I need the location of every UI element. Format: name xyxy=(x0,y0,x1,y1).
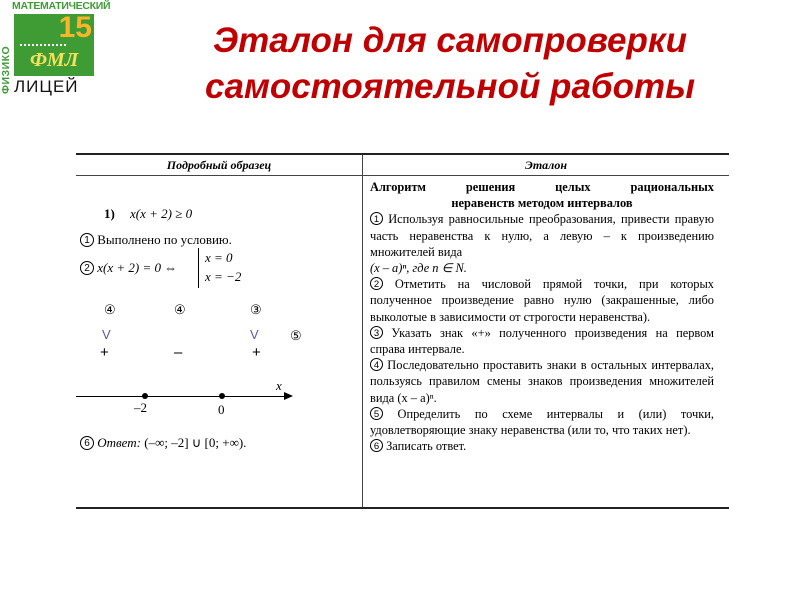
interval-marker-5: ⑤ xyxy=(290,328,302,343)
algorithm-step-2-text: Отметить на числовой прямой точки, при которых полученное произведение равно нулю (закрашенные, либо выколотые в зависимости от строгости неравенства). xyxy=(370,277,714,324)
answer-label: Ответ: xyxy=(97,435,141,450)
check-mark-right: V xyxy=(250,327,259,342)
root-line-2: x = −2 xyxy=(205,269,242,284)
example-step-1 xyxy=(80,232,232,248)
sign-middle: – xyxy=(174,344,183,361)
interval-marker-4-mid: ④ xyxy=(174,302,186,317)
example-answer xyxy=(80,435,246,451)
interval-marker-3: ③ xyxy=(250,302,262,317)
algorithm-step-1 xyxy=(370,211,714,260)
check-mark-left: V xyxy=(102,327,111,342)
lyceum-logo xyxy=(0,0,111,100)
algorithm-step-1-formula: (x – a)ⁿ, где n ∈ N. xyxy=(370,261,467,276)
answer-value: (–∞; –2] ∪ [0; +∞). xyxy=(144,435,247,450)
slide-title xyxy=(100,18,800,110)
step-marker: 1 xyxy=(80,233,94,247)
slide-title-line1: Эталон для самопроверки xyxy=(212,21,688,60)
column-header-example: Подробный образец xyxy=(166,158,272,172)
number-line-arrow xyxy=(284,392,293,400)
interval-marker-4-left: ④ xyxy=(104,302,116,317)
example-step-2 xyxy=(80,260,177,276)
logo-top-text: МАТЕМАТИЧЕСКИЙ xyxy=(12,0,111,12)
example-step-1-text: Выполнено по условию. xyxy=(97,232,232,247)
logo-bottom-text: ЛИЦЕЙ xyxy=(14,77,79,96)
logo-number: 15 xyxy=(58,14,92,44)
logo-script-text: ФМЛ xyxy=(30,49,79,71)
tick-label-minus-2: –2 xyxy=(134,400,147,415)
algorithm-step-4-text: Последовательно проставить знаки в остальных интервалах, пользуясь правилом смены знаков произведения множителей вида (x – a)ⁿ. xyxy=(370,358,714,405)
algorithm-step-3-text: Указать знак «+» полученного произведения на первом справа интервале. xyxy=(370,325,714,357)
algorithm-step-4 xyxy=(370,357,714,406)
problem-number: 1) xyxy=(104,206,115,221)
sign-right: + xyxy=(252,344,261,361)
logo-side-text: ФИЗИКО xyxy=(0,45,12,94)
logo-emblem xyxy=(14,14,94,76)
worked-example xyxy=(76,176,362,507)
number-line xyxy=(76,396,288,397)
root-line-1: x = 0 xyxy=(205,250,233,265)
slide-title-line2: самостоятельной работы xyxy=(205,67,695,106)
step-marker: 6 xyxy=(370,439,383,452)
step-marker: 4 xyxy=(370,358,383,371)
step-marker: 2 xyxy=(370,277,383,290)
roots-system xyxy=(198,248,265,288)
axis-label-x: x xyxy=(276,378,282,393)
example-step-2-equation: x(x + 2) = 0 ⇔ xyxy=(97,260,178,275)
algorithm-standard xyxy=(370,179,714,505)
sign-left: + xyxy=(100,344,109,361)
step-marker: 1 xyxy=(370,212,383,225)
algorithm-title-line1: Алгоритм решения целых рациональных xyxy=(370,180,714,194)
problem-inequality: x(x + 2) ≥ 0 xyxy=(130,206,193,221)
algorithm-step-5 xyxy=(370,406,714,438)
algorithm-step-5-text: Определить по схеме интервалы и (или) точки, удовлетворяющие знаку неравенства (или то, что таких нет). xyxy=(370,406,714,438)
algorithm-step-6-text: Записать ответ. xyxy=(383,439,467,454)
algorithm-step-3 xyxy=(370,325,714,357)
tick-label-zero: 0 xyxy=(218,402,225,417)
step-marker: 2 xyxy=(80,261,94,275)
column-divider xyxy=(362,155,363,507)
point-minus-2 xyxy=(142,393,148,399)
column-header-standard: Эталон xyxy=(525,158,567,172)
step-marker: 6 xyxy=(80,436,94,450)
algorithm-step-6 xyxy=(370,438,714,454)
algorithm-title-line2: неравенств методом интервалов xyxy=(451,196,633,211)
step-marker: 3 xyxy=(370,326,383,339)
point-zero xyxy=(219,393,225,399)
comparison-table xyxy=(76,153,729,509)
step-marker: 5 xyxy=(370,407,383,420)
algorithm-step-2 xyxy=(370,276,714,325)
algorithm-step-1-text: Используя равносильные преобразования, привести правую часть неравенства к нулю, а левую – к произведению множителей вида xyxy=(370,212,714,259)
